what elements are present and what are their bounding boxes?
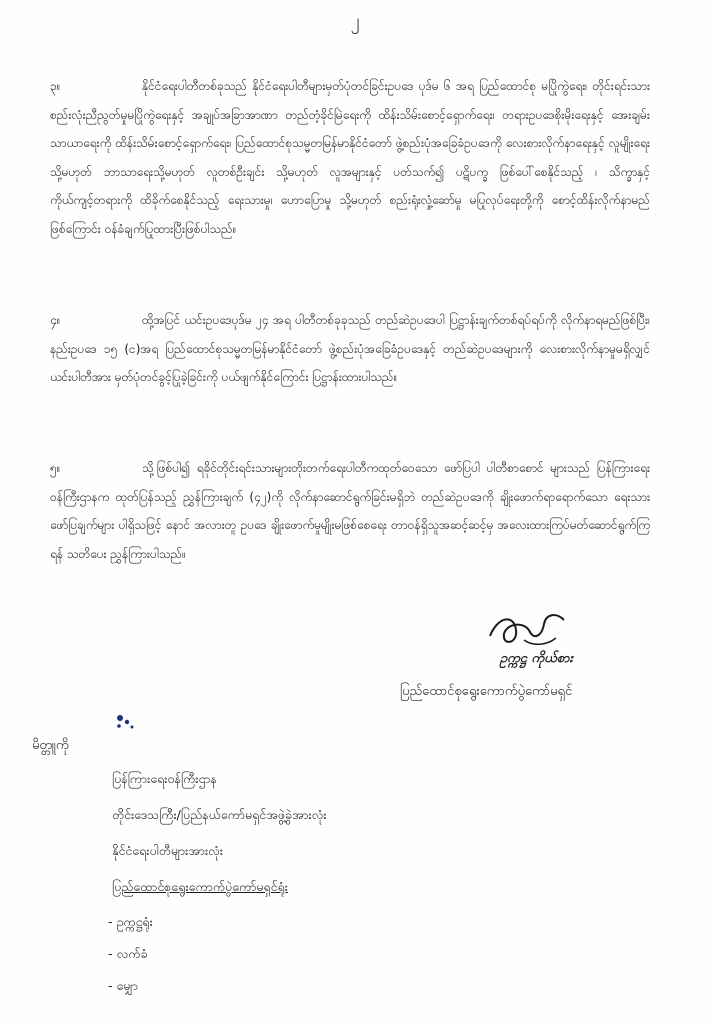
signature-flourish [484,606,574,650]
paragraph-number: ၅။ [50,461,61,475]
paragraph-5 [50,454,650,568]
paragraph-4 [50,306,650,392]
paragraph-text: သို့ဖြစ်ပါ၍ ရခိုင်တိုင်းရင်းသားများတိုးတက်ရေးပါတီကထုတ်ဝေသော ဖော်ပြပါ ပါတီစာစောင် များသည် ပြန်ကြားရေးဝန်ကြီးဌာနက ထုတ်ပြန်သည့် ညွှန်ကြားချက် (၄၂)ကို လိုက်နာဆောင်ရွက်ခြင်းမရှိဘဲ တည်ဆဲဥပဒေကို ချိုးဖောက်ရာရောက်သော ရေးသားဖော်ပြချက်များ ပါရှိသဖြင့် နောင် အလားတူ ဥပဒေ ချိုးဖောက်မှုမျိုးမဖြစ်စေရေး တာဝန်ရှိသူအဆင့်ဆင့်မှ အလေးထားကြပ်မတ်ဆောင်ရွက်ကြရန် သတိပေး ညွှန်ကြားပါသည်။ [50,461,650,561]
copy-recipient-underlined: ပြည်ထောင်စုရွေးကောက်ပွဲကော်မရှင်ရုံး [112,879,288,894]
ink-stamp-mark [112,712,138,732]
copy-to-heading: မိတ္တူကို [32,738,69,753]
paragraph-number: ၃။ [50,79,61,93]
copy-recipient: နိုင်ငံရေးပါတီများအားလုံး [112,843,224,858]
paragraph-text: ထို့အပြင် ယင်းဥပဒေပုဒ်မ ၂၄ အရ ပါတီတစ်ခုခုသည် တည်ဆဲဥပဒေပါ ပြဋ္ဌာန်းချက်တစ်ရပ်ရပ်ကို လိုက်နာရမည်ဖြစ်ပြီး၊ နည်းဥပဒေ ၁၅ (င)အရ ပြည်ထောင်စုသမ္မတမြန်မာနိုင်ငံတော် ဖွဲ့စည်းပုံအခြေခံဥပဒေနှင့် တည်ဆဲဥပဒေများကို လေးစားလိုက်နာမှုမရှိလျှင် ယင်းပါတီအား မှတ်ပုံတင်ခွင့်ပြုခဲ့ခြင်းကို ပယ်ဖျက်နိုင်ကြောင်း ပြဋ္ဌာန်းထားပါသည်။ [50,313,650,384]
copy-recipient: တိုင်းဒေသကြီး/ပြည်နယ်ကော်မရှင်အဖွဲ့ခွဲအားလုံး [112,807,327,822]
signatory-name: ဥက္ကဋ္ဌ ကိုယ်စား [500,651,573,666]
paragraph-3 [50,72,650,243]
signatory-title: ပြည်ထောင်စုရွေးကောက်ပွဲကော်မရှင် [400,684,573,699]
distribution-item: - မျှော [108,978,139,993]
copy-recipient: ပြန်ကြားရေးဝန်ကြီးဌာန [112,771,218,786]
distribution-item: - လက်ခံ [108,946,148,961]
page-number: ၂ [350,10,360,31]
paragraph-number: ၄။ [50,313,61,327]
distribution-item: - ဥက္ကဋ္ဌရုံး [108,914,153,929]
paragraph-text: နိုင်ငံရေးပါတီတစ်ခုသည် နိုင်ငံရေးပါတီများမှတ်ပုံတင်ခြင်းဥပဒေ ပုဒ်မ ၆ အရ ပြည်ထောင်စု မပြိုကွဲရေး၊ တိုင်းရင်းသားစည်းလုံးညီညွတ်မှုမပြိုကွဲရေးနှင့် အချုပ်အခြာအာဏာ တည်တံ့ခိုင်မြဲရေးကို ထိန်းသိမ်းစောင့်ရှောက်ရေး၊ တရားဥပဒေစိုးမိုးရေးနှင့် အေးချမ်းသာယာရေးကို ထိန်းသိမ်းစောင့်ရှောက်ရေး၊ ပြည်ထောင်စုသမ္မတမြန်မာနိုင်ငံတော် ဖွဲ့စည်းပုံအခြေခံဥပဒေကို လေးစားလိုက်နာရေးနှင့် လူမျိုးရေး သို့မဟုတ် ဘာသာရေးသို့မဟုတ် လူတစ်ဦးချင်း သို့မဟုတ် လူအများနှင့် ပတ်သက်၍ ပဋိပက္ခ ဖြစ်ပေါ်စေနိုင်သည့် ၊ သိက္ခာနှင့် ကိုယ်ကျင့်တရားကို ထိခိုက်စေနိုင်သည့် ရေးသားမှု၊ ဟောပြောမှု သို့မဟုတ် စည်းရုံးလှုံ့ဆော်မှု မပြုလုပ်ရေးတို့ကို စောင့်ထိန်းလိုက်နာမည်ဖြစ်ကြောင်း ဝန်ခံချက်ပြုထားပြီးဖြစ်ပါသည်။ [50,79,650,236]
